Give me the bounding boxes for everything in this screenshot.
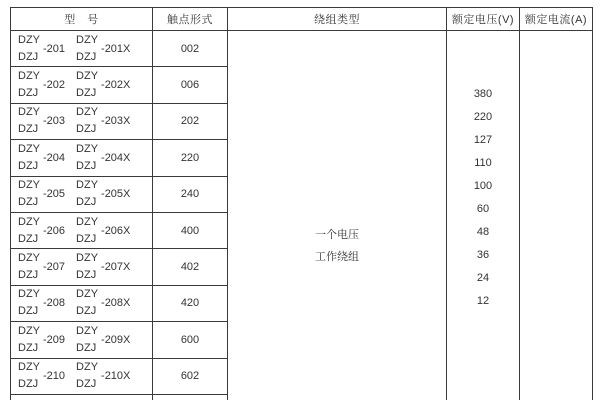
model-cell — [11, 359, 153, 395]
model-group-x — [76, 32, 130, 66]
model-group-base — [18, 32, 65, 66]
model-prefix-dzy: DZY — [76, 179, 99, 192]
model-group-base — [18, 214, 65, 248]
model-prefix-stack — [18, 68, 40, 102]
model-prefix-dzj: DZJ — [18, 269, 39, 282]
model-cell — [11, 213, 153, 249]
contact-form-value: 402 — [180, 261, 200, 274]
model-suffix: -203 — [43, 115, 66, 128]
model-prefix-dzj: DZJ — [18, 378, 39, 391]
contact-form-cell — [153, 31, 228, 67]
model-prefix-dzj: DZJ — [18, 196, 39, 209]
voltage-value: 127 — [473, 134, 493, 146]
model-prefix-stack — [18, 359, 40, 393]
model-suffix: -202 — [43, 79, 66, 92]
model-cell — [11, 322, 153, 358]
contact-form-cell — [153, 213, 228, 249]
model-cell — [11, 104, 153, 140]
header-winding: 绕组类型 — [228, 8, 447, 31]
model-cell — [11, 140, 153, 176]
model-suffix: -205 — [43, 188, 66, 201]
model-suffix-x: -204X — [101, 151, 131, 164]
voltage-value: 110 — [474, 157, 492, 169]
model-group-base — [18, 177, 65, 211]
model-prefix-dzy: DZY — [76, 324, 99, 337]
model-prefix-stack — [76, 68, 98, 102]
model-prefix-dzj: DZJ — [76, 378, 97, 391]
contact-form-value: 202 — [180, 115, 200, 128]
model-suffix: -208 — [43, 297, 66, 310]
model-prefix-dzj: DZJ — [18, 305, 39, 318]
model-prefix-dzy: DZY — [18, 179, 40, 192]
winding-type-line1: 一个电压 — [315, 229, 359, 241]
model-prefix-stack — [18, 250, 40, 284]
header-voltage: 额定电压(V) — [447, 8, 520, 31]
model-suffix-x: -210X — [101, 370, 131, 383]
model-prefix-dzy: DZY — [76, 106, 99, 119]
contact-form-value: 220 — [180, 151, 200, 164]
model-prefix-dzy: DZY — [18, 70, 40, 83]
model-group-base — [18, 68, 65, 102]
contact-form-cell — [153, 249, 228, 285]
model-cell — [11, 286, 153, 322]
model-prefix-dzy: DZY — [18, 33, 40, 46]
contact-form-cell — [153, 140, 228, 176]
model-suffix-x: -208X — [101, 297, 131, 310]
model-prefix-stack — [18, 141, 40, 175]
contact-form-cell — [153, 67, 228, 103]
voltage-value: 24 — [476, 272, 490, 284]
model-suffix-x: -203X — [101, 115, 131, 128]
model-suffix-x: -209X — [101, 333, 131, 346]
model-prefix-dzj: DZJ — [18, 232, 39, 245]
model-prefix-dzy: DZY — [76, 33, 99, 46]
model-prefix-stack — [76, 104, 98, 138]
model-cell — [11, 67, 153, 103]
voltage-value: 380 — [473, 88, 493, 100]
model-prefix-dzy: DZY — [18, 361, 40, 374]
contact-form-value: 006 — [180, 79, 200, 92]
contact-form-value: 420 — [180, 297, 200, 310]
model-prefix-dzj: DZJ — [18, 50, 39, 63]
model-prefix-stack — [18, 214, 40, 248]
model-group-x — [76, 68, 130, 102]
model-prefix-dzy: DZY — [76, 142, 99, 155]
header-model: 型 号 — [11, 8, 153, 31]
model-group-base — [18, 141, 65, 175]
contact-form-value: 240 — [180, 188, 200, 201]
model-prefix-dzj: DZJ — [76, 159, 97, 172]
model-suffix: -204 — [43, 151, 66, 164]
model-group-x — [76, 214, 130, 248]
model-suffix-x: -201X — [101, 42, 131, 55]
model-prefix-dzj: DZJ — [76, 341, 97, 354]
model-prefix-stack — [76, 323, 98, 357]
model-prefix-stack — [18, 323, 40, 357]
header-contact: 触点形式 — [153, 8, 228, 31]
model-prefix-dzj: DZJ — [18, 87, 39, 100]
model-prefix-dzy: DZY — [18, 324, 40, 337]
model-group-x — [76, 323, 130, 357]
voltage-value: 12 — [476, 295, 490, 307]
model-prefix-stack — [76, 250, 98, 284]
model-suffix-x: -202X — [101, 79, 131, 92]
model-group-base — [18, 359, 65, 393]
model-group-base — [18, 104, 65, 138]
model-prefix-stack — [18, 177, 40, 211]
contact-form-cell — [153, 395, 228, 400]
model-group-x — [76, 286, 130, 320]
winding-type-cell — [228, 31, 447, 400]
model-prefix-dzj: DZJ — [18, 123, 39, 136]
voltage-value: 60 — [476, 203, 490, 215]
model-prefix-dzy: DZY — [18, 106, 40, 119]
spec-table — [10, 7, 593, 400]
voltage-value: 36 — [476, 249, 490, 261]
model-prefix-stack — [76, 359, 98, 393]
model-prefix-stack — [18, 32, 40, 66]
model-suffix-x: -206X — [101, 224, 131, 237]
model-prefix-stack — [76, 32, 98, 66]
model-prefix-dzy: DZY — [76, 215, 99, 228]
model-prefix-dzy: DZY — [18, 215, 40, 228]
model-prefix-dzj: DZJ — [18, 341, 39, 354]
header-current: 额定电流(A) — [520, 8, 593, 31]
model-suffix: -201 — [43, 42, 66, 55]
model-cell — [11, 395, 153, 400]
model-prefix-dzy: DZY — [18, 288, 40, 301]
model-prefix-dzj: DZJ — [18, 159, 39, 172]
contact-form-cell — [153, 286, 228, 322]
contact-form-cell — [153, 359, 228, 395]
model-prefix-stack — [76, 286, 98, 320]
model-prefix-stack — [18, 286, 40, 320]
contact-form-cell — [153, 177, 228, 213]
model-suffix: -206 — [43, 224, 66, 237]
model-group-x — [76, 359, 130, 393]
model-group-x — [76, 141, 130, 175]
model-group-base — [18, 250, 65, 284]
model-cell — [11, 249, 153, 285]
model-prefix-stack — [76, 141, 98, 175]
model-suffix-x: -207X — [101, 261, 131, 274]
model-group-x — [76, 104, 130, 138]
model-prefix-dzj: DZJ — [76, 269, 97, 282]
model-prefix-stack — [76, 214, 98, 248]
contact-form-cell — [153, 322, 228, 358]
voltage-value: 100 — [473, 180, 493, 192]
contact-form-cell — [153, 104, 228, 140]
voltage-value: 220 — [473, 111, 493, 123]
voltage-value: 48 — [476, 226, 490, 238]
contact-form-value: 002 — [180, 42, 200, 55]
model-cell — [11, 31, 153, 67]
voltage-list — [447, 31, 520, 400]
model-prefix-dzy: DZY — [76, 70, 99, 83]
model-group-x — [76, 250, 130, 284]
contact-form-value: 400 — [180, 224, 200, 237]
model-group-base — [18, 323, 65, 357]
model-prefix-dzj: DZJ — [76, 196, 97, 209]
model-prefix-dzj: DZJ — [76, 50, 97, 63]
model-prefix-dzy: DZY — [76, 252, 99, 265]
current-cell — [520, 31, 593, 400]
model-prefix-dzy: DZY — [18, 142, 40, 155]
model-suffix-x: -205X — [101, 188, 131, 201]
contact-form-value: 602 — [180, 370, 200, 383]
model-suffix: -210 — [43, 370, 66, 383]
model-group-x — [76, 177, 130, 211]
model-prefix-dzj: DZJ — [76, 305, 97, 318]
model-prefix-dzy: DZY — [76, 288, 99, 301]
model-prefix-dzj: DZJ — [76, 87, 97, 100]
model-prefix-dzj: DZJ — [76, 123, 97, 136]
model-group-base — [18, 286, 65, 320]
model-prefix-dzy: DZY — [76, 361, 99, 374]
contact-form-value: 600 — [180, 333, 200, 346]
model-suffix: -209 — [43, 333, 66, 346]
model-prefix-stack — [18, 104, 40, 138]
model-prefix-stack — [76, 177, 98, 211]
model-suffix: -207 — [43, 261, 66, 274]
winding-type-line2: 工作绕组 — [315, 251, 359, 263]
model-prefix-dzj: DZJ — [76, 232, 97, 245]
model-prefix-dzy: DZY — [18, 252, 40, 265]
model-cell — [11, 177, 153, 213]
